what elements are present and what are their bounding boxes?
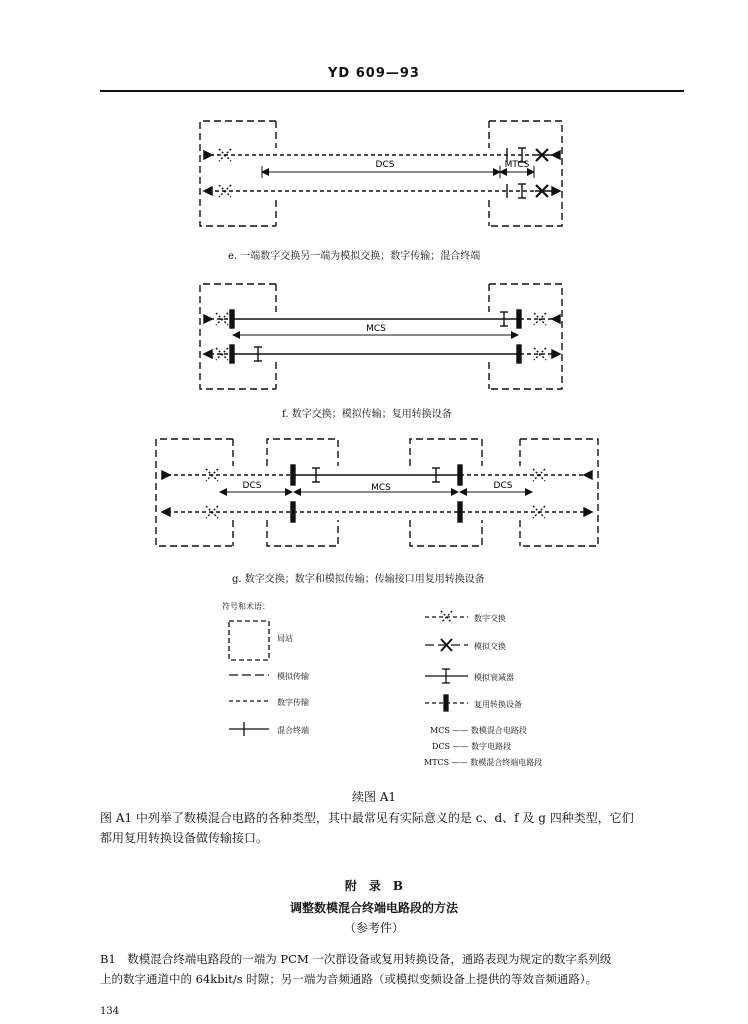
mux-conversion-icon [291, 502, 295, 522]
page-number: 134 [100, 1006, 120, 1017]
arrow-icon [552, 350, 560, 358]
b1-line-1: B1 数模混合终端电路段的一端为 PCM 一次群设备或复用转换设备，通路表现为规定的数字系列级 [100, 952, 612, 966]
diagram-e [200, 121, 562, 226]
mux-conversion-icon [230, 310, 234, 328]
arrow-icon [204, 350, 212, 358]
appendix-label: 附 录 B [344, 879, 404, 893]
analog-switch-icon [536, 149, 548, 197]
arrow-icon [584, 471, 592, 479]
arrow-icon [162, 471, 170, 479]
label-dcs-e: DCS [375, 160, 395, 170]
legend-symbols [229, 611, 468, 736]
legend-mux-conversion: 复用转换设备 [474, 700, 522, 709]
label-mcs-f: MCS [366, 324, 386, 334]
arrow-icon [552, 151, 560, 159]
paragraph-1-line-2: 都用复用转换设备做传输接口。 [100, 831, 269, 845]
legend-mixed-termination: 混合终端 [277, 726, 309, 735]
arrow-icon [162, 508, 170, 516]
caption-e: e. 一端数字交换另一端为模拟交换；数字传输；混合终端 [228, 251, 481, 262]
station-icon [229, 621, 269, 660]
digital-switch-icon [216, 313, 546, 360]
arrow-icon [584, 508, 592, 516]
mux-conversion-icon [517, 345, 521, 363]
legend-analog-transmission: 模拟传输 [277, 672, 309, 681]
legend-mcs-term: MCS —— 数模混合电路段 [430, 726, 527, 735]
figure-title: 续图 A1 [351, 790, 397, 804]
mux-conversion-icon [444, 695, 448, 711]
arrow-icon [552, 315, 560, 323]
legend-dcs-term: DCS —— 数字电路段 [432, 742, 512, 751]
caption-g: g. 数字交换；数字和模拟传输；传输接口用复用转换设备 [232, 574, 485, 585]
mux-conversion-icon [517, 310, 521, 328]
diagram-f [200, 284, 562, 389]
paragraph-1-line-1: 图 A1 中列举了数模混合电路的各种类型，其中最常见有实际意义的是 c、d、f 及 g 四种类型，它们 [100, 811, 634, 825]
mux-conversion-icon [291, 465, 295, 485]
label-mcs-g: MCS [371, 483, 391, 493]
station-box-left [200, 121, 276, 226]
legend-digital-transmission: 数字传输 [277, 698, 309, 707]
digital-switch-icon [206, 469, 545, 518]
arrow-icon [204, 187, 212, 195]
label-dcs-right-g: DCS [493, 481, 513, 491]
b1-line-2: 上的数字通道中的 64kbit/s 时隙；另一端为音频通路（或模拟变频设备上提供的等效音频通路）。 [100, 972, 598, 986]
legend-title: 符号和术语： [222, 602, 270, 611]
document-code: YD 609—93 [328, 66, 420, 81]
digital-switch-icon [219, 149, 231, 197]
arrow-icon [204, 151, 212, 159]
arrow-icon [204, 315, 212, 323]
legend-mtcs-term: MTCS —— 数模混合终端电路段 [424, 758, 543, 767]
mux-conversion-icon [458, 502, 462, 522]
label-dcs-left-g: DCS [242, 481, 262, 491]
legend-digital-switch: 数字交换 [474, 614, 506, 623]
mux-conversion-icon [458, 465, 462, 485]
appendix-title: 调整数模混合终端电路段的方法 [289, 901, 458, 915]
label-mtcs-e: MTCS [504, 160, 530, 170]
legend-station: 局站 [277, 634, 293, 643]
legend-analog-switch: 模拟交换 [474, 642, 506, 651]
mux-conversion-icon [230, 345, 234, 363]
legend-analog-attenuator: 模拟衰减器 [474, 673, 514, 682]
arrow-icon [552, 187, 560, 195]
appendix-note: （参考件） [343, 921, 404, 935]
caption-f: f. 数字交换；模拟传输；复用转换设备 [282, 409, 452, 420]
